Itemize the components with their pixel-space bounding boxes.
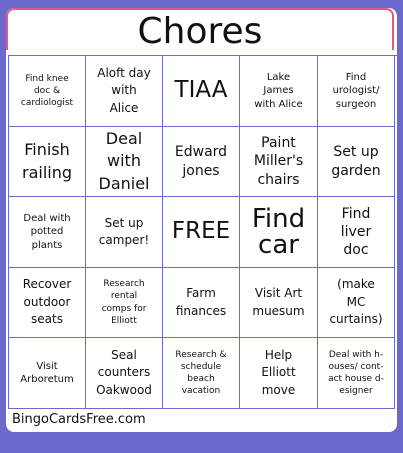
- bingo-cell[interactable]: Set up camper!: [86, 197, 163, 268]
- bingo-cell[interactable]: Paint Miller's chairs: [240, 127, 318, 197]
- bingo-grid: [8, 55, 397, 409]
- bingo-cell[interactable]: Visit Art muesum: [240, 268, 318, 338]
- bingo-cell[interactable]: Deal with potted plants: [9, 197, 86, 268]
- bingo-cell[interactable]: Find urologist/ surgeon: [318, 56, 395, 127]
- bingo-cell[interactable]: Set up garden: [318, 127, 395, 197]
- bingo-cell[interactable]: Finish railing: [9, 127, 86, 197]
- bingo-cell[interactable]: Research & schedule beach vacation: [163, 338, 240, 409]
- bingo-cell[interactable]: Deal with h- ouses/ cont- act house d- esigner: [318, 338, 395, 409]
- bingo-cell[interactable]: Lake James with Alice: [240, 56, 318, 127]
- bingo-cell[interactable]: Recover outdoor seats: [9, 268, 86, 338]
- title-bar: [6, 8, 394, 50]
- footer-credit: BingoCardsFree.com: [12, 412, 146, 427]
- bingo-cell[interactable]: Deal with Daniel: [86, 127, 163, 197]
- bingo-cell[interactable]: Aloft day with Alice: [86, 56, 163, 127]
- bingo-card: [6, 8, 397, 432]
- card-title: Chores: [137, 11, 263, 52]
- bingo-cell[interactable]: Seal counters Oakwood: [86, 338, 163, 409]
- bingo-cell[interactable]: Find car: [240, 197, 318, 268]
- bingo-cell[interactable]: Find knee doc & cardiologist: [9, 56, 86, 127]
- bingo-cell[interactable]: Farm finances: [163, 268, 240, 338]
- bingo-cell[interactable]: Find liver doc: [318, 197, 395, 268]
- bingo-cell[interactable]: Edward jones: [163, 127, 240, 197]
- bingo-cell[interactable]: Research rental comps for Elliott: [86, 268, 163, 338]
- bingo-cell[interactable]: (make MC curtains): [318, 268, 395, 338]
- free-space-cell[interactable]: FREE: [163, 197, 240, 268]
- bingo-cell[interactable]: TIAA: [163, 56, 240, 127]
- bingo-cell[interactable]: Visit Arboretum: [9, 338, 86, 409]
- bingo-cell[interactable]: Help Elliott move: [240, 338, 318, 409]
